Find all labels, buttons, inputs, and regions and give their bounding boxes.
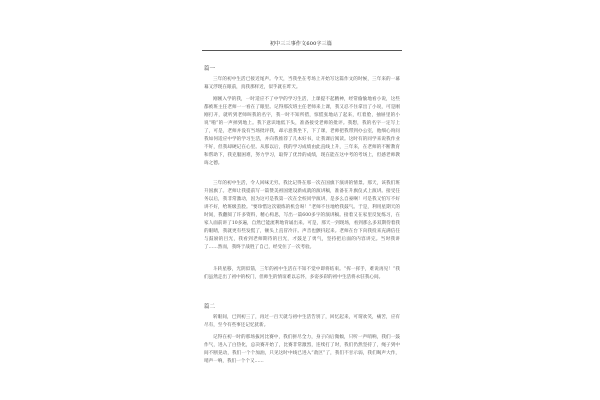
document-page xyxy=(178,30,424,400)
paragraph: 刚刚入学的我，一时适应不了中学的学习生活，上课提不起精神，经常偷偷地看小说，这些都被班主任老师一一看在了眼里。记得那次班主任老师来上课，我又忍不住拿出了小说，可是刚刚打开，就听到老师叫我的名字，我一时不知所措，惊慌张地站了起来，红着脸，抽屉里的小说“啪”的一声掉到地上。我下意识地低下头，准备接受老师的批评。我想，我的名字一定写上了，可是，老师并没有当场批评我，却示意我坐下，下了课，老师把我带到办公室，他细心询问我如何适应中学的学习生活，并向我推荐了几本好书，让我课后阅读。这时有的同学来说我作业不好，但我却硬记在心里。从那以后，我的学习成绩由此直线上升，三年来，在老师的不断教育和帮助下，我克服困难，努力学习，取得了优异的成绩，现在能在这中考的考场上，但感老师教诲之德。 xyxy=(204,97,400,166)
paragraph: 斗转星移，光阴似箭，三年的初中生活在不知不觉中即将结束。“挥一挥手，难说再见！”我们虽然走出了初中的校门，但师生的情谊难以忘怀，多姿多彩的初中生活将永驻我心间。 xyxy=(204,267,400,280)
paragraph: 记得在初一时的那场拔河比赛中，我们拼尽全力，身子向后微倾，只听一声哨响，我们一鼓作气，进入了白热化，总决赛开始了，比赛非常激烈，连续打了时，我们仍然坚持了，绳子到中间不断晃动，我们一个个加油，只见这时中线已进入“敌区”了，我们不甘示弱，我们喝声大作，哨声一响，我们一个个又…… xyxy=(204,335,400,364)
section-heading: 篇一 xyxy=(204,66,216,72)
paragraph: 转眼间，已到初三了，再过一百天就与初中生活告别了，回忆起来，可谓欢笑，痛苦，应有尽有，至今有些事还记忆犹新。 xyxy=(204,315,400,328)
paragraph: 三年的初中生活，令人回味无穷。我比记得在那一次在国旗下演讲的情景。那天，该我们班升国旗了。老师让我提前写一篇赞美祖国建设新成就的演讲稿，准备在升旗仪式上演讲。接受任务以后，我非常激动，因为这可是我第一次在全校同学演讲，是多么自豪啊！可是我又怕写不好讲不好，给班级丢脸。“要珍惜这次锻炼的机会呀！”老师不住地给我鼓气。于是，利用星期天的时间，我翻阅了许多资料，精心构思，写出一篇600多字的演讲稿。接着又在家里反复练习，在家人面前讲了10多遍，自然已能流利地背诵出来。可是，那天一到现场，看到那么多双期待着我的眼睛，我就更有些发慌了，额头上直冒冷汗。声音也颤抖起来。老师在台下向我投来充满信任与鼓励的目光，我看到老师期待的目光，才鼓足了勇气，坚持把后面的内容讲完。当时我讲了……然而，我终于战胜了自己，经受住了一次考验。 xyxy=(204,181,400,250)
title-divider xyxy=(202,50,402,51)
paragraph: 三年的初中生活已接近尾声。今天，当我坐在考场上开始写这篇作文的时候，三年来的一幕幕又浮现在眼前，真我那样近，似乎就在昨天。 xyxy=(204,77,400,90)
section-heading: 篇二 xyxy=(204,304,216,310)
document-title: 初中三三事作文600字三篇 xyxy=(269,41,333,47)
